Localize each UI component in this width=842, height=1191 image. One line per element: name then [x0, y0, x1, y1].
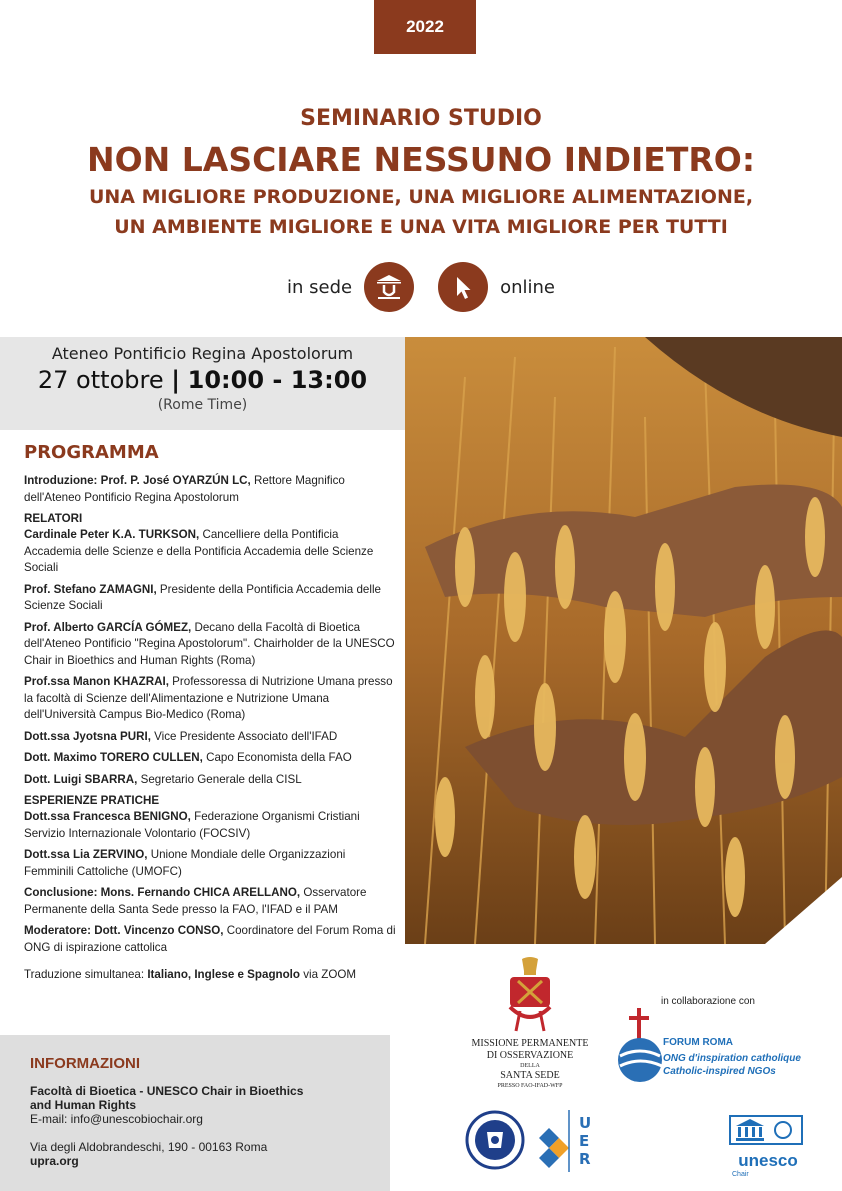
programme-title: PROGRAMMA: [24, 442, 159, 463]
seminar-title: NON LASCIARE NESSUNO INDIETRO:: [86, 140, 756, 179]
info-box: [0, 1035, 390, 1191]
mission-text-1: MISSIONE PERMANENTE: [471, 1038, 589, 1049]
onsite-label: in sede: [287, 276, 353, 298]
esperienze-heading: ESPERIENZE PRATICHE: [24, 794, 160, 807]
wheat-hands-photo: [405, 337, 842, 944]
info-email[interactable]: E-mail: info@unescobiochair.org: [30, 1112, 203, 1126]
seminar-subtitle-1: UNA MIGLIORE PRODUZIONE, UNA MIGLIORE ALIMENTAZIONE,: [88, 186, 754, 208]
year-tab: [374, 0, 476, 54]
seminar-type: SEMINARIO STUDIO: [300, 106, 542, 131]
info-address: Via degli Aldobrandeschi, 190 - 00163 Roma: [30, 1140, 268, 1154]
attendance-modes: [0, 262, 842, 312]
relatori-heading: RELATORI: [24, 512, 83, 525]
cross-globe-icon: [616, 1008, 666, 1086]
mission-text-2: DI OSSERVAZIONE: [486, 1050, 574, 1061]
unesco-logo: [728, 1114, 808, 1178]
event-time: 10:00 - 13:00: [187, 366, 368, 394]
translation-note: Traduzione simultanea: Italiano, Inglese e Spagnolo via ZOOM: [24, 968, 357, 981]
programme-section: [24, 442, 396, 981]
event-date: 27 ottobre: [37, 366, 164, 394]
collaboration-label: in collaborazione con: [661, 996, 755, 1007]
forum-roma-tagline-en: Catholic-inspired NGOs: [663, 1066, 776, 1077]
university-icon: [364, 262, 414, 312]
speaker-item: Cardinale Peter K.A. TURKSON, Cancelliere della Pontificia Accademia delle Scienze e della Pontificia Accademia delle Scienze Sociali: [24, 528, 374, 574]
venue-box: [0, 337, 405, 430]
speaker-item: Prof. Stefano ZAMAGNI, Presidente della Pontificia Accademia delle Scienze Sociali: [24, 582, 381, 612]
programme-item-intro: Introduzione: Prof. P. José OYARZÚN LC, Rettore Magnifico dell'Ateneo Pontificio Regina Apostolorum: [24, 474, 345, 504]
forum-roma-name: FORUM ROMA: [663, 1037, 733, 1048]
unesco-temple-icon: [728, 1114, 804, 1146]
unesco-chair: Chair: [732, 1171, 749, 1178]
venue-timezone: (Rome Time): [157, 397, 248, 413]
online-label: online: [500, 276, 555, 298]
holy-see-mission-logo: [460, 955, 600, 1090]
forum-roma-tagline-fr: ONG d'inspiration catholique: [663, 1053, 801, 1064]
seminar-titles: [0, 100, 842, 242]
cursor-icon: [438, 262, 488, 312]
mission-text-5: PRESSO FAO-IFAD-WFP: [497, 1083, 563, 1089]
year-label: 2022: [406, 17, 444, 36]
mission-text-4: SANTA SEDE: [500, 1070, 560, 1081]
speaker-item: Dott. Maximo TORERO CULLEN, Capo Economista della FAO: [24, 751, 352, 764]
papal-keys-icon: [500, 955, 560, 1033]
uer-logo: [535, 1108, 595, 1174]
seminar-subtitle-2: UN AMBIENTE MIGLIORE E UNA VITA MIGLIORE PER TUTTI: [114, 216, 728, 238]
speaker-item: Dott.ssa Jyotsna PURI, Vice Presidente Associato dell'IFAD: [24, 729, 338, 743]
speaker-item: Dott.ssa Lia ZERVINO, Unione Mondiale delle Organizzazioni Femminili Cattoliche (UMOFC): [24, 848, 346, 878]
venue-date-time: 27 ottobre | 10:00 - 13:00: [37, 366, 368, 394]
university-seal-logo: [465, 1108, 525, 1172]
speaker-item: Prof.ssa Manon KHAZRAI, Professoressa di Nutrizione Umana presso la facoltà di Scienze dell'Alimentazione e Nutrizione Umana dell'Università Campus Bio-Medico (Roma): [24, 675, 393, 721]
info-title: INFORMAZIONI: [30, 1055, 140, 1072]
mission-text-3: DELLA: [520, 1063, 540, 1069]
speaker-item: Dott. Luigi SBARRA, Segretario Generale della CISL: [24, 772, 302, 786]
info-faculty-line1: Facoltà di Bioetica - UNESCO Chair in Bioethics: [30, 1084, 304, 1098]
info-faculty-line2: and Human Rights: [30, 1098, 137, 1112]
unesco-wordmark: unesco: [738, 1151, 798, 1170]
uer-text: UER: [579, 1114, 592, 1168]
programme-item-moderator: Moderatore: Dott. Vincenzo CONSO, Coordinatore del Forum Roma di ONG di ispirazione cattolica: [24, 924, 396, 954]
speaker-item: Dott.ssa Francesca BENIGNO, Federazione Organismi Cristiani Servizio Internazionale Volontario (FOCSIV): [24, 810, 360, 840]
speaker-item: Prof. Alberto GARCÍA GÓMEZ, Decano della Facoltà di Bioetica dell'Ateneo Pontificio "Regina Apostolorum". Chairholder de la UNESCO Chair in Bioethics and Human Rights (Roma): [24, 620, 395, 667]
programme-item-conclusion: Conclusione: Mons. Fernando CHICA ARELLANO, Osservatore Permanente della Santa Sede presso la FAO, l'IFAD e il PAM: [24, 886, 367, 916]
venue-name: Ateneo Pontificio Regina Apostolorum: [51, 344, 354, 363]
info-website[interactable]: upra.org: [30, 1154, 79, 1168]
